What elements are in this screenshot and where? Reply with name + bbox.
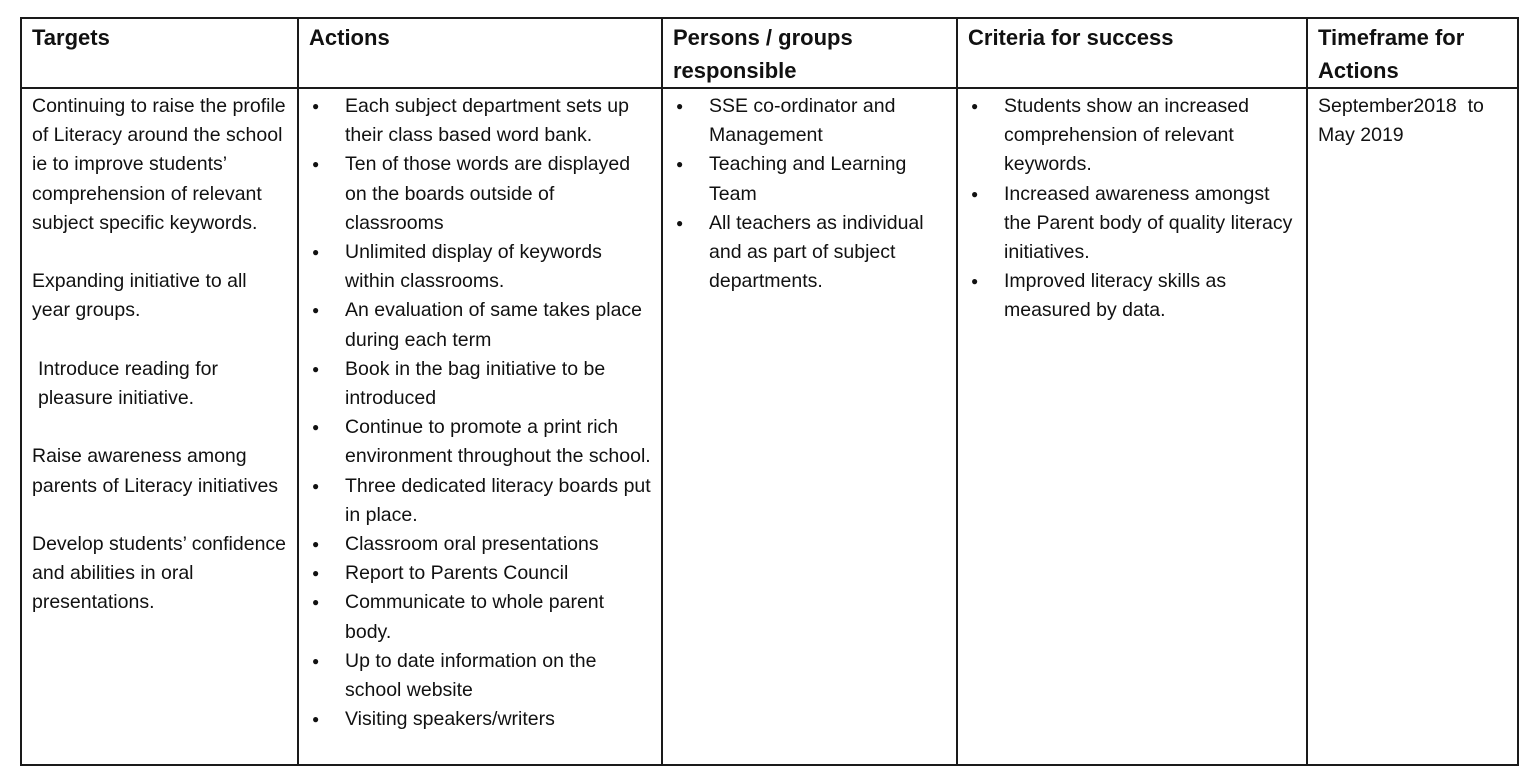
target-item: Develop students’ confidence and abilities in oral presentations. (32, 532, 287, 614)
target-item: Raise awareness among parents of Literacy initiatives (32, 445, 279, 497)
header-criteria: Criteria for success (957, 18, 1307, 88)
action-item: ● Classroom oral presentations (309, 530, 651, 559)
timeframe-value: September2018 to May 2019 (1318, 95, 1490, 147)
criteria-item: ● Students show an increased comprehension of relevant keywords. (968, 92, 1296, 180)
person-item: ● All teachers as individual and as part of subject departments. (673, 209, 946, 297)
action-plan-table (20, 17, 1519, 766)
action-item: ● Report to Parents Council (309, 559, 651, 588)
target-item: Expanding initiative to all year groups. (32, 270, 247, 322)
header-targets: Targets (21, 18, 298, 88)
timeframe-cell (1307, 88, 1518, 765)
header-timeframe: Timeframe for Actions (1307, 18, 1518, 88)
criteria-item: ● Increased awareness amongst the Parent body of quality literacy initiatives. (968, 180, 1296, 268)
criteria-list (968, 92, 1296, 326)
action-item: ● Visiting speakers/writers (309, 705, 651, 734)
header-persons: Persons / groups responsible (662, 18, 957, 88)
action-item: ● Ten of those words are displayed on the boards outside of classrooms (309, 150, 651, 238)
target-item: Introduce reading for pleasure initiative. (38, 357, 218, 409)
actions-list (309, 92, 651, 734)
action-item: ● Book in the bag initiative to be introduced (309, 355, 651, 413)
person-item: ● SSE co-ordinator and Management (673, 92, 946, 150)
action-item: ● Each subject department sets up their class based word bank. (309, 92, 651, 150)
header-row (21, 18, 1518, 88)
action-item: ● Up to date information on the school website (309, 647, 651, 705)
content-row (21, 88, 1518, 765)
action-item: ● Unlimited display of keywords within classrooms. (309, 238, 651, 296)
action-item: ● An evaluation of same takes place during each term (309, 296, 651, 354)
target-item: Continuing to raise the profile of Literacy around the school ie to improve students’ comprehension of relevant subject specific keywords. (32, 95, 286, 234)
persons-list (673, 92, 946, 296)
targets-cell (21, 88, 298, 765)
criteria-cell (957, 88, 1307, 765)
persons-cell (662, 88, 957, 765)
actions-cell (298, 88, 662, 765)
action-item: ● Continue to promote a print rich environment throughout the school. (309, 413, 651, 471)
person-item: ● Teaching and Learning Team (673, 150, 946, 208)
action-item: ● Three dedicated literacy boards put in place. (309, 472, 651, 530)
criteria-item: ● Improved literacy skills as measured by data. (968, 267, 1296, 325)
header-actions: Actions (298, 18, 662, 88)
action-item: ● Communicate to whole parent body. (309, 588, 651, 646)
